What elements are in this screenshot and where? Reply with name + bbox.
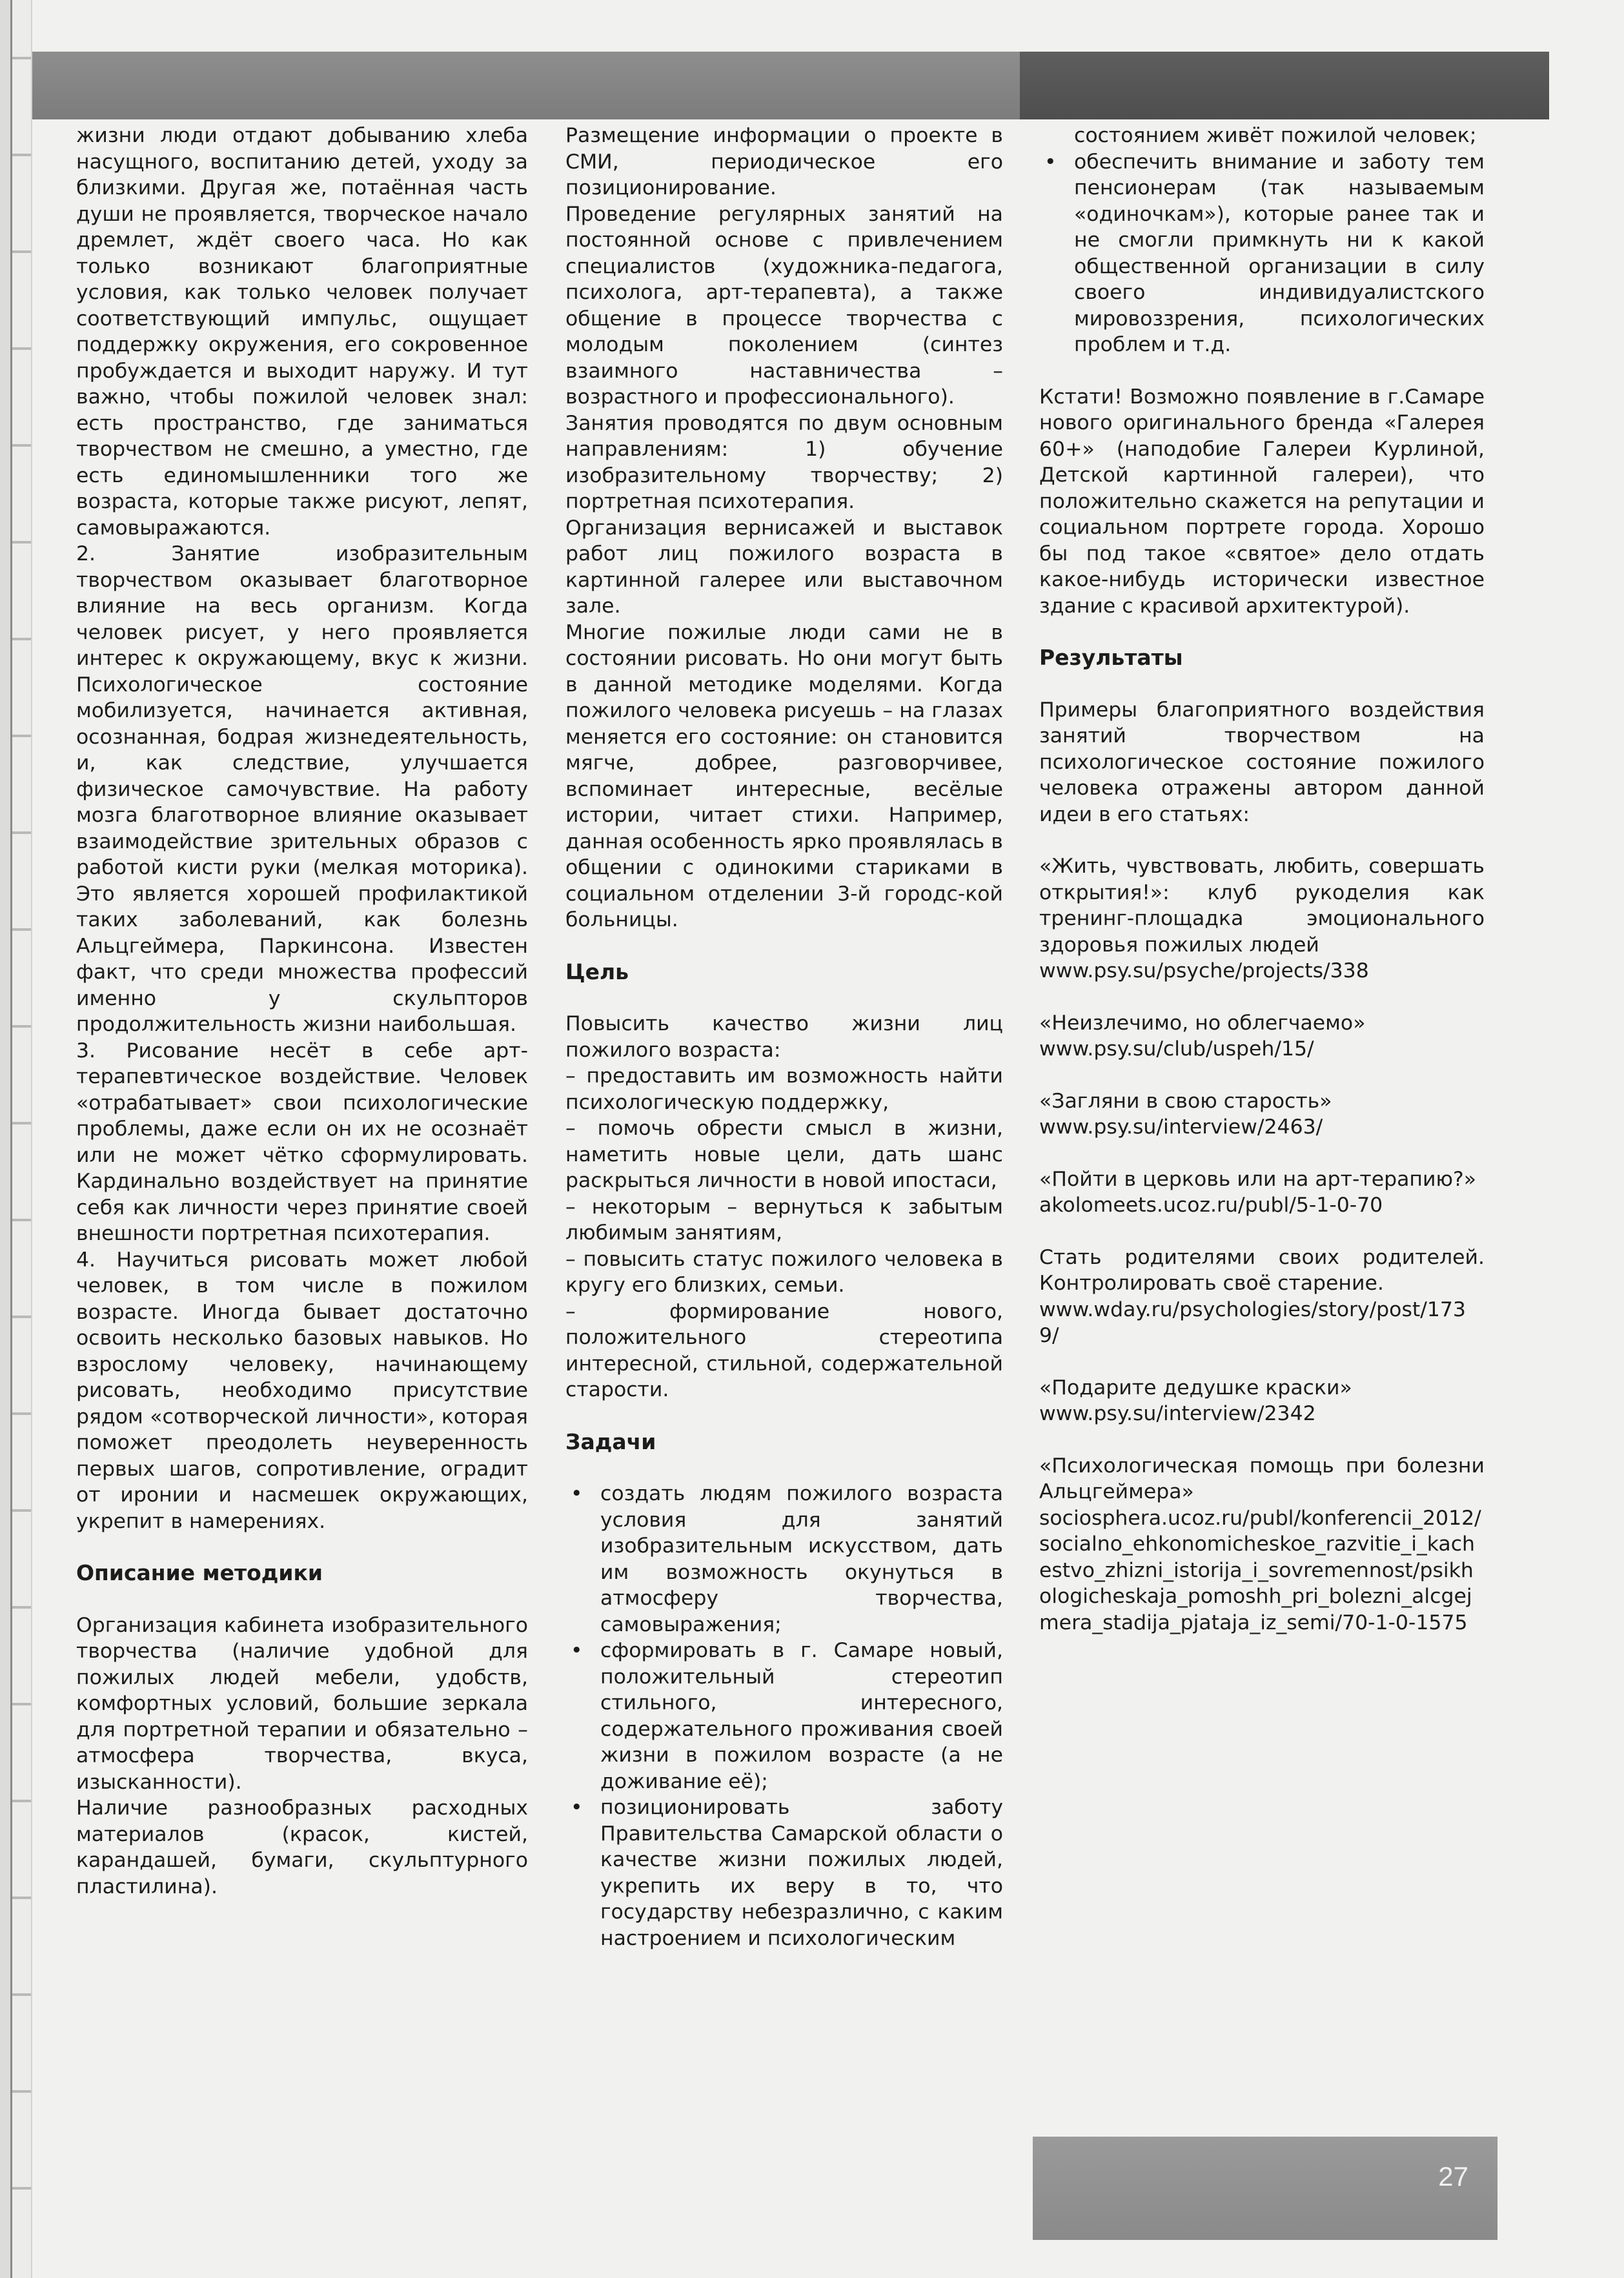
task-item: • позиционировать заботу Правительства Самарской области о качестве жизни пожилых людей, укрепить их веру в то, что государству небезразлично, с каким настроением и психологическим xyxy=(565,1795,1003,1951)
reference-url[interactable]: www.psy.su/psyche/projects/338 xyxy=(1039,959,1369,982)
paragraph-smi: Размещение информации о проекте в СМИ, периодическое его позиционирование. xyxy=(565,124,1003,199)
reference-title: «Жить, чувствовать, любить, совершать открытия!»: клуб рукоделия как тренинг-площадка эмоционального здоровья пожилых людей xyxy=(1039,855,1485,957)
reference-item xyxy=(1039,853,1485,984)
reference-url[interactable]: akolomeets.ucoz.ru/publ/5-1-0-70 xyxy=(1039,1194,1383,1217)
heading-goal: Цель xyxy=(565,959,629,984)
column-2 xyxy=(565,123,1003,1951)
paragraph-intro: жизни люди отдают добыванию хлеба насущного, воспитанию детей, уходу за близкими. Другая же, потаённая часть души не проявляется, творческое начало дремлет, ждёт своего часа. Но как только возникают благоприятные условия, как только человек получает соответствующий импульс, ощущает поддержку окружения, его сокровенное пробуждается и выходит наружу. И тут важно, чтобы пожилой человек знал: есть пространство, где заниматься творчеством не смешно, а уместно, где есть единомышленники того же возраста, которые также рисуют, лепят, самовыражаются. xyxy=(76,124,528,540)
reference-title: «Пойти в церковь или на арт-терапию?» xyxy=(1039,1167,1476,1191)
reference-url[interactable]: www.wday.ru/psychologies/story/post/1739/ xyxy=(1039,1297,1466,1347)
reference-title: Стать родителями своих родителей. Контролировать своё старение. xyxy=(1039,1245,1485,1295)
reference-item xyxy=(1039,1245,1485,1349)
goal-item: – повысить статус пожилого человека в кругу его близких, семьи. xyxy=(565,1247,1003,1297)
paragraph-directions: Занятия проводятся по двум основным направлениям: 1) обучение изобразительному творчеству; 2) портретная психотерапия. xyxy=(565,411,1003,513)
reference-url[interactable]: sociosphera.ucoz.ru/publ/konferencii_2012/socialno_ehkonomicheskoe_razvitie_i_kachestvo_zhizni_istorija_i_sovremennost/psikhologicheskaja_pomoshh_pri_bolezni_alcgejmera_stadija_pjataja_iz_semi/70-1-0-1575 xyxy=(1039,1506,1481,1634)
reference-title: «Психологическая помощь при болезни Альцгеймера» xyxy=(1039,1454,1485,1503)
heading-method: Описание методики xyxy=(76,1560,323,1585)
paragraph-models: Многие пожилые люди сами не в состоянии рисовать. Но они могут быть в данной методике моделями. Когда пожилого человека рисуешь – на глазах меняется его состояние: он становится мягче, добрее, разговорчивее, вспоминает интересные, весёлые истории, читает стихи. Например, данная особенность ярко проявлялась в общении с одинокими стариками в социальном отделении 3-й городс-кой больницы. xyxy=(565,620,1003,931)
paragraph-regular: Проведение регулярных занятий на постоянной основе с привлечением специалистов (художника-педагога, психолога, арт-терапевта), а также общение в процессе творчества с молодым поколением (синтез взаимного наставничества – возрастного и профессионального). xyxy=(565,202,1003,409)
page-number-box xyxy=(1033,2137,1497,2240)
paragraph-method-1: Организация кабинета изобразительного творчества (наличие удобной для пожилых людей мебели, удобств, комфортных условий, большие зеркала для портретной терапии и обязательно – атмосфера творчества, вкуса, изысканности). xyxy=(76,1613,528,1794)
task-item: • создать людям пожилого возраста условия для занятий изобразительным искусством, дать им возможность окунуться в атмосферу творчества, самовыражения; xyxy=(565,1481,1003,1638)
heading-results: Результаты xyxy=(1039,645,1183,670)
reference-url[interactable]: www.psy.su/interview/2463/ xyxy=(1039,1115,1323,1139)
paragraph-3: 3. Рисование несёт в себе арт-терапевтическое воздействие. Человек «отрабатывает» свои психологические проблемы, даже если он их не осознаёт или не может чётко сформулировать. Кардинально воздействует на принятие себя как личности через принятие своей внешности портретная психотерапия. xyxy=(76,1039,528,1245)
header-bar xyxy=(32,52,1549,119)
heading-tasks: Задачи xyxy=(565,1429,656,1454)
paragraph-kstati: Кстати! Возможно появление в г.Самаре нового оригинального бренда «Галерея 60+» (наподобие Галереи Курлиной, Детской картинной галереи), что положительно скажется на репутации и социальном портрете города. Хорошо бы под такое «святое» дело отдать какое-нибудь исторически известное здание с красивой архитектурой). xyxy=(1039,385,1485,618)
header-bar-dark-segment xyxy=(1020,52,1549,119)
reference-url[interactable]: www.psy.su/interview/2342 xyxy=(1039,1402,1316,1425)
reference-url[interactable]: www.psy.su/club/uspeh/15/ xyxy=(1039,1037,1314,1061)
page-binding xyxy=(0,0,32,2278)
paragraph-results: Примеры благоприятного воздействия занятий творчеством на психологическое состояние пожилого человека отражены автором данной идеи в его статьях: xyxy=(1039,698,1485,826)
reference-item xyxy=(1039,1453,1485,1636)
paragraph-4: 4. Научиться рисовать может любой человек, в том числе в пожилом возрасте. Иногда бывает достаточно освоить несколько базовых навыков. Но взрослому человеку, начинающему рисовать, необходимо присутствие рядом «сотворческой личности», которая поможет преодолеть неуверенность первых шагов, сопротивление, оградит от иронии и насмешек окружающих, укрепит в намерениях. xyxy=(76,1248,528,1533)
reference-title: «Загляни в свою старость» xyxy=(1039,1089,1332,1113)
task-item: • сформировать в г. Самаре новый, положительный стереотип стильного, интересного, содержательного проживания своей жизни в пожилом возрасте (а не доживание её); xyxy=(565,1638,1003,1795)
task-item: • обеспечить внимание и заботу тем пенсионерам (так называемым «одиночкам»), которые ранее так и не смогли примкнуть ни к какой общественной организации в силу своего индивидуалистского мировоззрения, психологических проблем и т.д. xyxy=(1039,149,1485,358)
column-3 xyxy=(1039,123,1485,1636)
paragraph-2: 2. Занятие изобразительным творчеством оказывает благотворное влияние на весь организм. Когда человек рисует, у него проявляется интерес к окружающему, вкус к жизни. Психологическое состояние мобилизуется, начинается активная, осознанная, бодрая жизнедеятельность, и, как следствие, улучшается физическое самочувствие. На работу мозга благотворное влияние оказывает взаимодействие зрительных образов с работой кисти руки (мелкая моторика). Это является хорошей профилактикой таких заболеваний, как болезнь Альцгеймера, Паркинсона. Известен факт, что среди множества профессий именно у скульпторов продолжительность жизни наибольшая. xyxy=(76,542,528,1036)
column-1 xyxy=(76,123,528,1900)
page-number: 27 xyxy=(1438,2161,1468,2192)
goal-item: – помочь обрести смысл в жизни, наметить новые цели, дать шанс раскрыться личности в новой ипостаси, xyxy=(565,1117,1003,1192)
reference-title: «Неизлечимо, но облегчаемо» xyxy=(1039,1011,1366,1035)
task-list-continued xyxy=(1039,123,1485,358)
reference-item xyxy=(1039,1088,1485,1141)
task-list xyxy=(565,1481,1003,1951)
reference-item xyxy=(1039,1166,1485,1219)
task-item-continued: состоянием живёт пожилой человек; xyxy=(1074,124,1477,147)
goal-item: – предоставить им возможность найти психологическую поддержку, xyxy=(565,1064,1003,1114)
paragraph-method-2: Наличие разнообразных расходных материалов (красок, кистей, карандашей, бумаги, скульптурного пластилина). xyxy=(76,1796,528,1898)
reference-item xyxy=(1039,1010,1485,1063)
paragraph-goal: Повысить качество жизни лиц пожилого возраста: xyxy=(565,1012,1003,1062)
goal-item: – некоторым – вернуться к забытым любимым занятиям, xyxy=(565,1195,1003,1245)
goal-item: – формирование нового, положительного стереотипа интересной, стильной, содержательной старости. xyxy=(565,1299,1003,1401)
reference-title: «Подарите дедушке краски» xyxy=(1039,1376,1352,1399)
reference-item xyxy=(1039,1375,1485,1427)
paragraph-vernissage: Организация вернисажей и выставок работ лиц пожилого возраста в картинной галерее или выставочном зале. xyxy=(565,516,1003,618)
